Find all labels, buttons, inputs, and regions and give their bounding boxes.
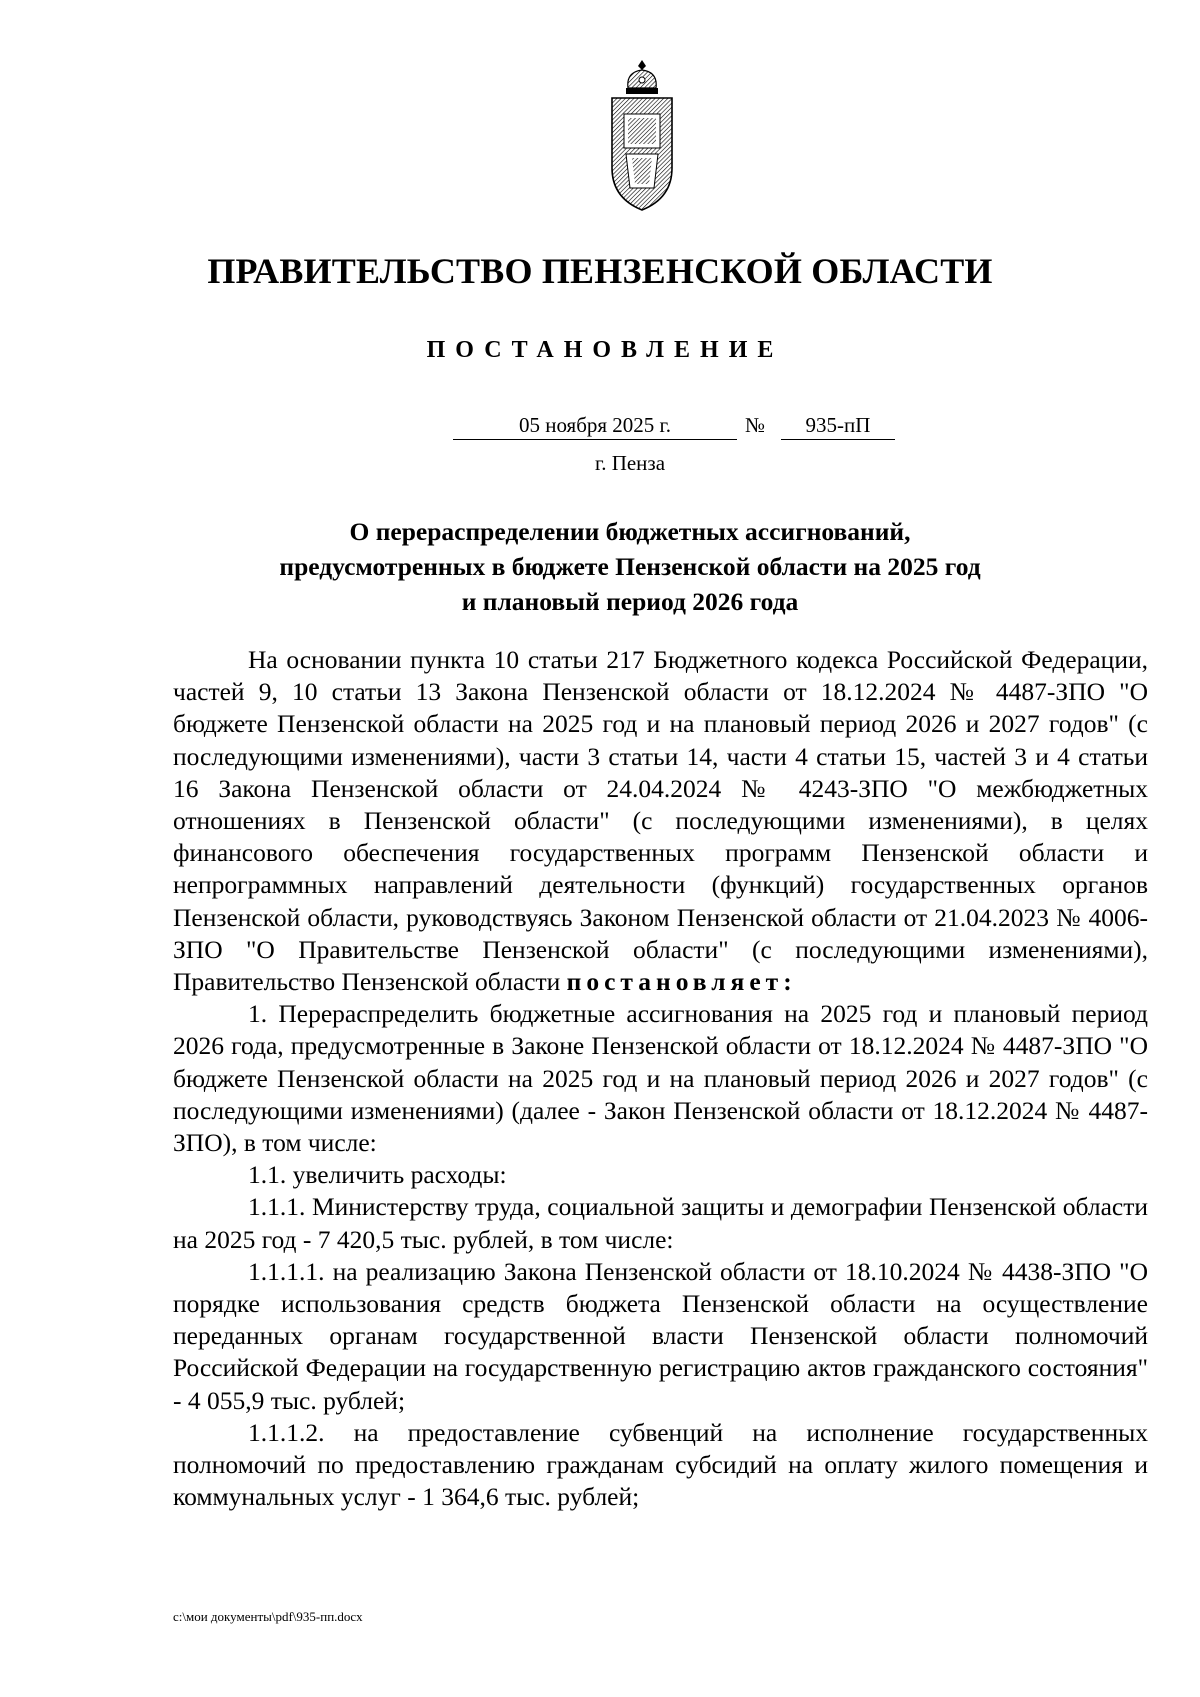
subject-line-3: и плановый период 2026 года — [461, 587, 799, 616]
item-1-1-1: 1.1.1. Министерству труда, социальной защиты и демографии Пензенской области на 2025 год - 7 420,5 тыс. рублей, в том числе: — [173, 1192, 1148, 1254]
city-label: г. Пенза — [594, 451, 666, 475]
number-sign: № — [745, 413, 766, 437]
item-1-1-1-1: 1.1.1.1. на реализацию Закона Пензенской области от 18.10.2024 № 4438-ЗПО "О порядке использования средств бюджета Пензенской области на осуществление переданных органам государственной власти Пензенской области полномочий Российской Федерации на государственную регистрацию актов гражданского состояния" - 4 055,9 тыс. рублей; — [173, 1256, 1148, 1415]
decree-word: постановляет: — [566, 967, 797, 997]
file-path-footer: c:\мои документы\pdf\935-пп.docx — [173, 1609, 363, 1624]
preamble-text: На основании пункта 10 статьи 217 Бюджетного кодекса Российской Федерации, частей 9, 10 статьи 13 Закона Пензенской области от 18.12.2024 № 4487-ЗПО "О бюджете Пензенской области на 2025 год и на плановый период 2026 и 2027 годов" (с последующими изменениями), части 3 статьи 14, части 4 статьи 15, частей 3 и 4 статьи 16 Закона Пензенской области от 24.04.2024 № 4243-ЗПО "О межбюджетных отношениях в Пензенской области" (с последующими изменениями), в целях финансового обеспечения государственных программ Пензенской области и непрограммных направлений деятельности (функций) государственных органов Пензенской области, руководствуясь Законом Пензенской области от 21.04.2023 № 4006-ЗПО "О Правительстве Пензенской области" (с последующими изменениями), Правительство Пензенской области — [173, 645, 1148, 997]
subject-line-2: предусмотренных в бюджете Пензенской области на 2025 год — [279, 552, 981, 581]
preamble-paragraph — [173, 644, 1148, 998]
document-number: 935-пП — [781, 412, 895, 440]
item-1-1-1-2: 1.1.1.2. на предоставление субвенций на исполнение государственных полномочий по предоставлению гражданам субсидий на оплату жилого помещения и коммунальных услуг - 1 364,6 тыс. рублей; — [173, 1417, 1148, 1512]
government-title: ПРАВИТЕЛЬСТВО ПЕНЗЕНСКОЙ ОБЛАСТИ — [207, 251, 993, 291]
document-body — [173, 644, 1148, 1513]
document-subject — [0, 514, 1200, 619]
document-date: 05 ноября 2025 г. — [453, 412, 737, 440]
item-1-1: 1.1. увеличить расходы: — [248, 1160, 507, 1190]
coat-of-arms-emblem — [606, 58, 678, 216]
item-1: 1. Перераспределить бюджетные ассигнования на 2025 год и плановый период 2026 года, предусмотренные в Законе Пензенской области от 18.12.2024 № 4487-ЗПО "О бюджете Пензенской области на 2025 год и на плановый период 2026 и 2027 годов" (с последующими изменениями) (далее - Закон Пензенской области от 18.12.2024 № 4487-ЗПО), в том числе: — [173, 999, 1148, 1158]
document-type-heading: ПОСТАНОВЛЕНИЕ — [426, 337, 784, 363]
subject-line-1: О перераспределении бюджетных ассигнований, — [349, 517, 911, 546]
